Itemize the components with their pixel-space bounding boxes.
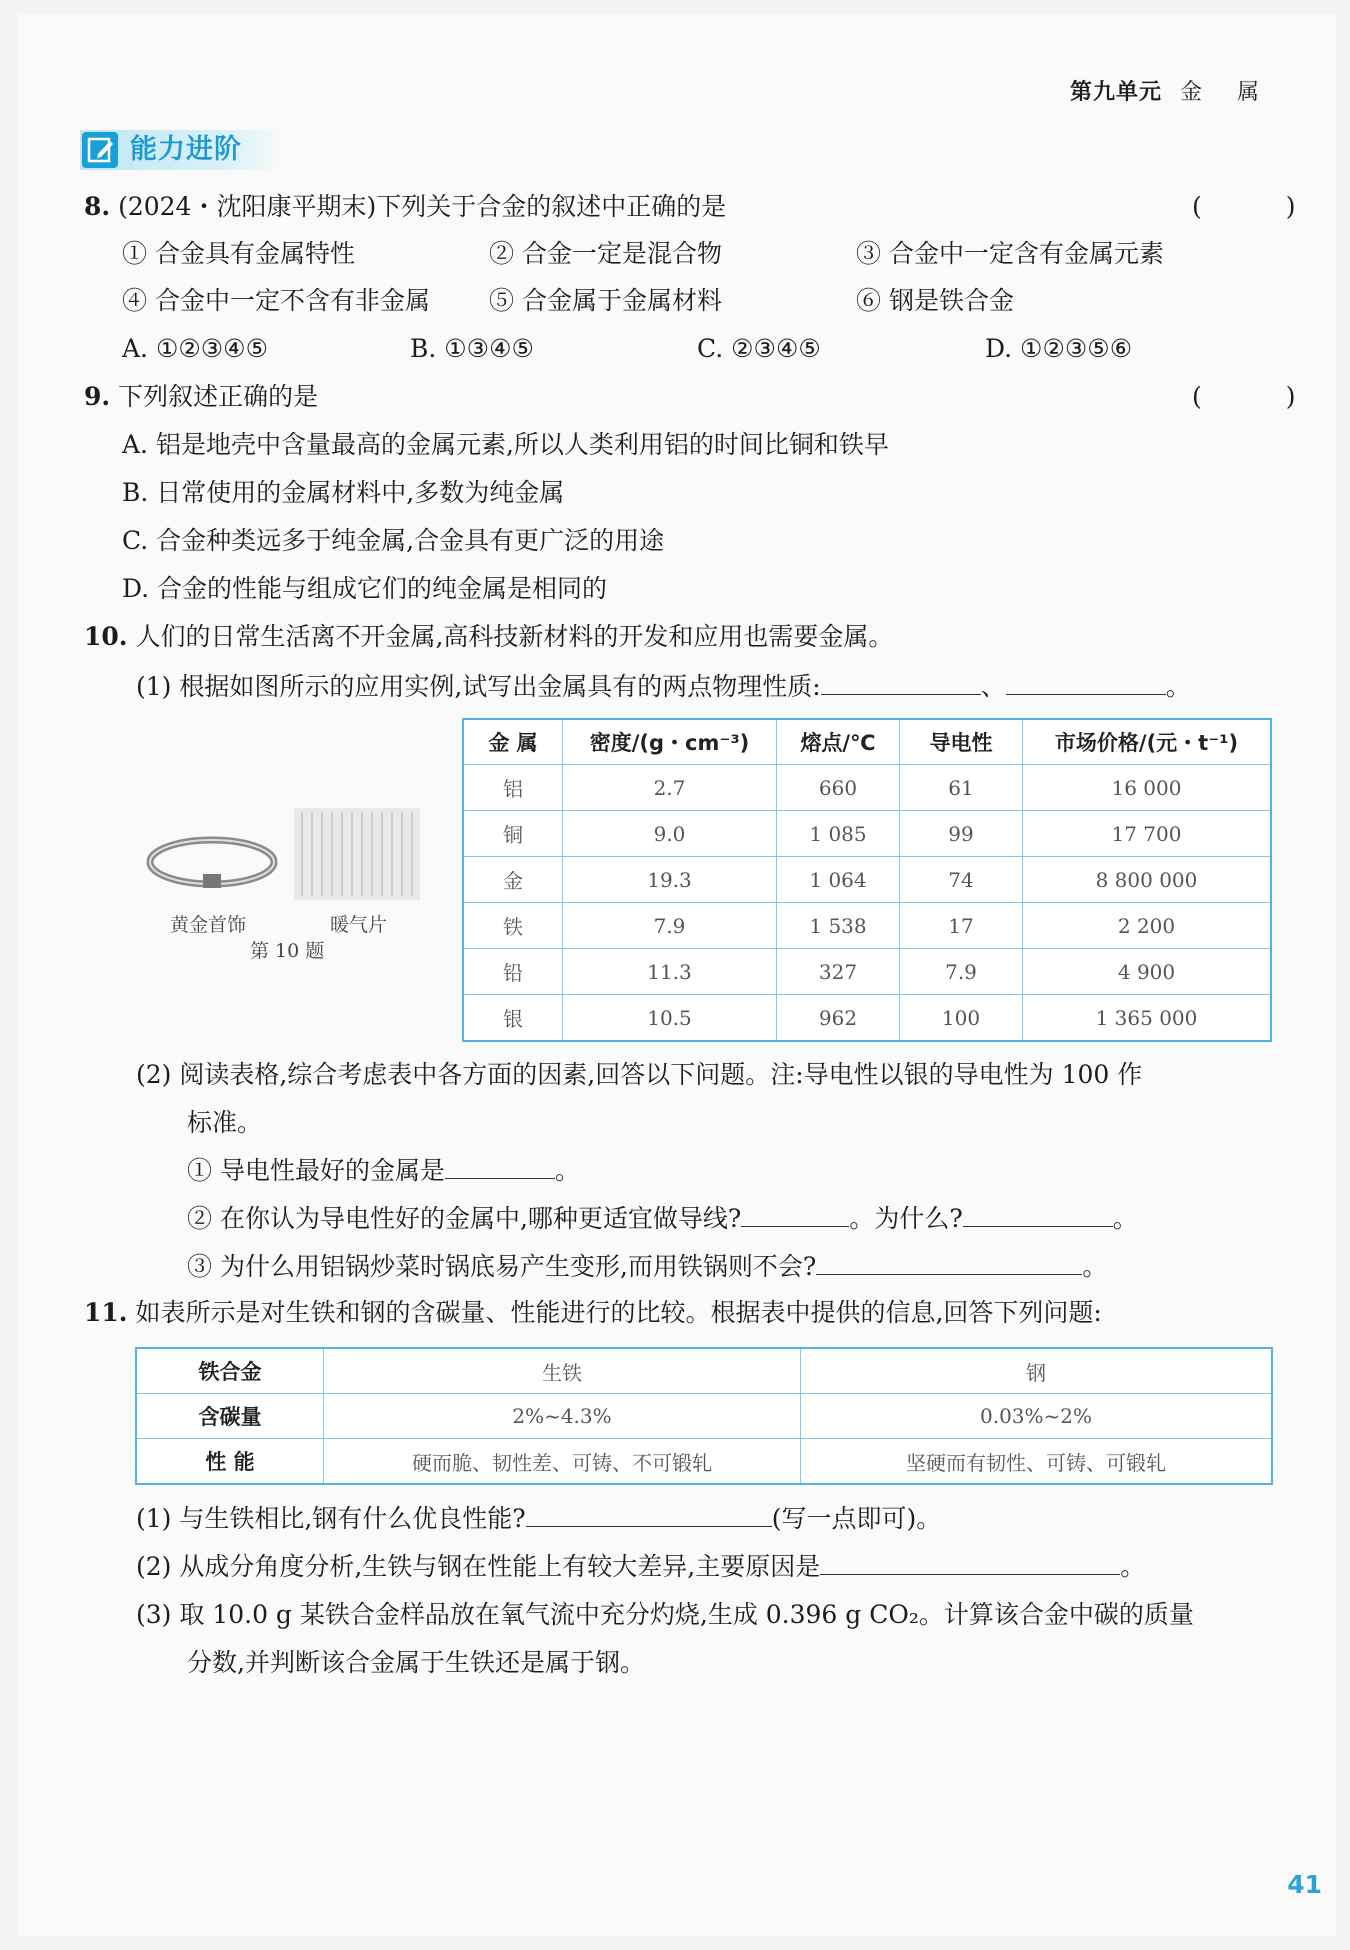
answer-blank[interactable] [445, 1156, 555, 1179]
table-cell: 16 000 [1023, 765, 1272, 811]
table-cell: 铁 [463, 903, 563, 949]
table-cell: 2.7 [563, 765, 777, 811]
q8-statement: ⑥ 钢是铁合金 [856, 286, 1014, 315]
column-header: 市场价格/(元・t⁻¹) [1023, 719, 1272, 765]
table-cell: 1 064 [777, 857, 900, 903]
table-cell: 硬而脆、韧性差、可铸、不可锻轧 [324, 1439, 801, 1485]
radiator-image [294, 808, 420, 900]
q10-stem-text: 人们的日常生活离不开金属,高科技新材料的开发和应用也需要金属。 [135, 622, 894, 651]
q8-stem-text: (2024・沈阳康平期末)下列关于合金的叙述中正确的是 [118, 192, 727, 221]
row-header: 性 能 [136, 1439, 324, 1485]
section-title: 能力进阶 [130, 134, 242, 165]
table-cell: 660 [777, 765, 900, 811]
table-cell: 17 [900, 903, 1023, 949]
q10-sub3-end: 。 [1082, 1252, 1108, 1281]
q8-statement: ② 合金一定是混合物 [489, 239, 722, 268]
q10-sub3-text: ③ 为什么用铝锅炒菜时锅底易产生变形,而用铁锅则不会? [187, 1252, 817, 1281]
table-cell: 2%~4.3% [324, 1394, 801, 1439]
answer-blank[interactable] [820, 1552, 1120, 1575]
table-cell: 9.0 [563, 811, 777, 857]
q8-statement: ③ 合金中一定含有金属元素 [856, 239, 1164, 268]
table-cell: 327 [777, 949, 900, 995]
table-cell: 0.03%~2% [801, 1394, 1273, 1439]
table-cell: 11.3 [563, 949, 777, 995]
q8-option-a: A. ①②③④⑤ [122, 334, 269, 363]
q8-answer-paren: ( ) [1192, 192, 1334, 221]
table-cell: 962 [777, 995, 900, 1042]
section-banner [80, 130, 286, 170]
metal-properties-table [462, 718, 1272, 1042]
table-cell: 金 [463, 857, 563, 903]
column-header: 金 属 [463, 719, 563, 765]
q8-option-d: D. ①②③⑤⑥ [985, 334, 1133, 363]
unit-name: 金 属 [1180, 80, 1273, 105]
table-row [463, 995, 1271, 1042]
table-cell: 10.5 [563, 995, 777, 1042]
table-cell: 铜 [463, 811, 563, 857]
q10-sub2-end: 。 [1112, 1204, 1138, 1233]
q11-part1-end: (写一点即可)。 [771, 1504, 942, 1533]
q9-stem [84, 381, 318, 413]
page-header [1070, 75, 1273, 106]
table-cell: 4 900 [1023, 949, 1272, 995]
q10-part1 [136, 671, 1191, 703]
q11-stem-text: 如表所示是对生铁和钢的含碳量、性能进行的比较。根据表中提供的信息,回答下列问题: [135, 1298, 1102, 1327]
q10-sub3 [187, 1251, 1107, 1283]
q11-part1 [136, 1503, 941, 1535]
gold-jewelry-image [142, 812, 282, 890]
q10-stem [84, 621, 893, 653]
row-header: 铁合金 [136, 1348, 324, 1394]
table-cell: 钢 [801, 1348, 1273, 1394]
table-row [463, 903, 1271, 949]
q11-part2-end: 。 [1120, 1552, 1146, 1581]
table-cell: 74 [900, 857, 1023, 903]
q8-option-b: B. ①③④⑤ [410, 334, 534, 363]
column-header: 密度/(g・cm⁻³) [563, 719, 777, 765]
answer-blank[interactable] [821, 672, 981, 695]
figure-label-radiator: 暖气片 [330, 914, 388, 936]
table-cell: 7.9 [563, 903, 777, 949]
table-cell: 17 700 [1023, 811, 1272, 857]
q11-number: 11. [84, 1298, 128, 1327]
figure-label-jewelry: 黄金首饰 [170, 914, 247, 936]
figure-caption: 第 10 题 [250, 940, 325, 962]
q8-statement: ④ 合金中一定不含有非金属 [122, 286, 430, 315]
table-row [463, 857, 1271, 903]
q9-number: 9. [84, 382, 111, 411]
table-cell: 坚硬而有韧性、可铸、可锻轧 [801, 1439, 1273, 1485]
answer-blank[interactable] [526, 1504, 772, 1527]
q9-option-a: A. 铝是地壳中含量最高的金属元素,所以人类利用铝的时间比铜和铁早 [122, 430, 889, 459]
table-cell: 7.9 [900, 949, 1023, 995]
table-cell: 8 800 000 [1023, 857, 1272, 903]
table-cell: 生铁 [324, 1348, 801, 1394]
q10-sub2-text: ② 在你认为导电性好的金属中,哪种更适宜做导线? [187, 1204, 742, 1233]
q9-stem-text: 下列叙述正确的是 [118, 382, 319, 411]
unit-label: 第九单元 [1069, 80, 1162, 105]
q10-part1-sep: 、 [980, 672, 1006, 701]
table-header-row [463, 719, 1271, 765]
table-cell: 2 200 [1023, 903, 1272, 949]
q8-statement: ⑤ 合金属于金属材料 [489, 286, 722, 315]
table-cell: 1 085 [777, 811, 900, 857]
q11-part2-text: (2) 从成分角度分析,生铁与钢在性能上有较大差异,主要原因是 [136, 1552, 821, 1581]
column-header: 熔点/℃ [777, 719, 900, 765]
row-header: 含碳量 [136, 1394, 324, 1439]
table-cell: 99 [900, 811, 1023, 857]
iron-steel-table [135, 1347, 1273, 1485]
q10-part1-text: (1) 根据如图所示的应用实例,试写出金属具有的两点物理性质: [136, 672, 821, 701]
q10-sub1-text: ① 导电性最好的金属是 [187, 1156, 445, 1185]
table-cell: 100 [900, 995, 1023, 1042]
table-row [463, 811, 1271, 857]
column-header: 导电性 [900, 719, 1023, 765]
pencil-note-icon [82, 132, 118, 168]
q9-answer-paren: ( ) [1192, 382, 1334, 411]
q8-number: 8. [84, 192, 111, 221]
answer-blank[interactable] [741, 1204, 849, 1227]
table-cell: 银 [463, 995, 563, 1042]
table-cell: 1 365 000 [1023, 995, 1272, 1042]
q10-number: 10. [84, 622, 128, 651]
q10-sub1-end: 。 [554, 1156, 580, 1185]
q8-option-c: C. ②③④⑤ [697, 334, 821, 363]
q11-part3-line1: (3) 取 10.0 g 某铁合金样品放在氧气流中充分灼烧,生成 0.396 g CO₂。计算该合金中碳的质量 [136, 1600, 1194, 1629]
answer-blank[interactable] [816, 1252, 1082, 1275]
q10-part2-line2: 标准。 [187, 1108, 263, 1137]
table-row [463, 765, 1271, 811]
table-cell: 铝 [463, 765, 563, 811]
answer-blank[interactable] [1006, 672, 1166, 695]
page-number: 41 [1287, 1870, 1322, 1899]
table-row [136, 1439, 1272, 1485]
table-cell: 61 [900, 765, 1023, 811]
q9-option-b: B. 日常使用的金属材料中,多数为纯金属 [122, 478, 565, 507]
q8-statement: ① 合金具有金属特性 [122, 239, 355, 268]
table-row [136, 1394, 1272, 1439]
q8-stem [84, 191, 726, 223]
table-cell: 铅 [463, 949, 563, 995]
q10-sub2-mid: 。为什么? [849, 1204, 963, 1233]
q10-part1-end: 。 [1165, 672, 1191, 701]
q10-sub2 [187, 1203, 1138, 1235]
q10-part2-line1: (2) 阅读表格,综合考虑表中各方面的因素,回答以下问题。注:导电性以银的导电性为 100 作 [136, 1060, 1143, 1089]
q9-option-d: D. 合金的性能与组成它们的纯金属是相同的 [122, 574, 608, 603]
table-cell: 19.3 [563, 857, 777, 903]
answer-blank[interactable] [963, 1204, 1113, 1227]
table-row [463, 949, 1271, 995]
q11-part1-text: (1) 与生铁相比,钢有什么优良性能? [136, 1504, 526, 1533]
q10-sub1 [187, 1155, 580, 1187]
table-cell: 1 538 [777, 903, 900, 949]
q11-stem [84, 1297, 1102, 1329]
q11-part2 [136, 1551, 1145, 1583]
table-row [136, 1348, 1272, 1394]
q11-part3-line2: 分数,并判断该合金属于生铁还是属于钢。 [187, 1648, 645, 1677]
q9-option-c: C. 合金种类远多于纯金属,合金具有更广泛的用途 [122, 526, 665, 555]
